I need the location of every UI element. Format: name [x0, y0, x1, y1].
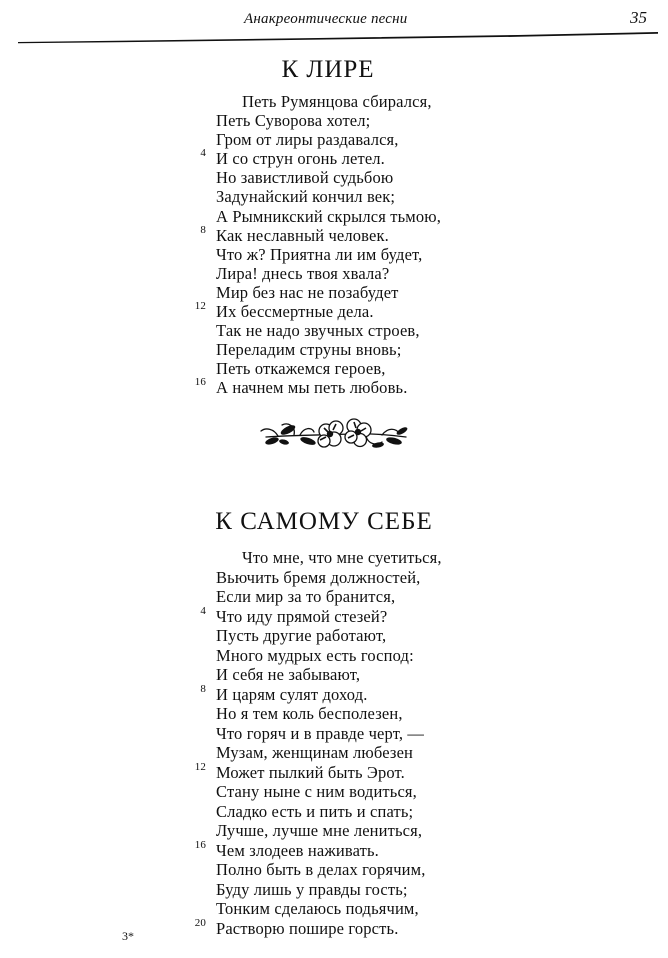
verse-text: Растворю пошире горсть.	[216, 918, 399, 938]
poem-title-k-samomu-sebe: К САМОМУ СЕБЕ	[215, 508, 433, 535]
verse-text: Стану ныне с ним водиться,	[216, 782, 417, 801]
verse-text: Их бессмертные дела.	[216, 302, 374, 322]
verse-text: Музам, женщинам любезен	[216, 743, 414, 762]
verse-text: Задунайский кончил век;	[216, 187, 396, 207]
verse-text: Что горяч и в правде черт, —	[216, 723, 425, 743]
verse-text: Гром от лиры раздавался,	[216, 130, 399, 150]
verse-text: Так не надо звучных строев,	[216, 321, 420, 341]
verse-text: Что ж? Приятна ли им будет,	[216, 244, 423, 264]
verse-text: И себя не забывают,	[216, 665, 361, 684]
signature-mark: 3*	[122, 929, 134, 943]
verse-text: Мир без нас не позабудет	[216, 282, 399, 302]
poem-title-k-lire: К ЛИРЕ	[281, 56, 375, 83]
line-number: 8	[200, 223, 206, 236]
page-number: 35	[630, 8, 647, 27]
line-number: 16	[194, 838, 206, 851]
verse-text: Лира! днесь твоя хвала?	[216, 263, 390, 283]
verse-text: Петь Румянцова сбирался,	[242, 92, 432, 111]
line-number: 12	[194, 300, 206, 313]
verse-text: Что мне, что мне суетиться,	[242, 548, 442, 567]
verse-text: А Рымникский скрылся тьмою,	[216, 206, 442, 226]
verse-text: Если мир за то бранится,	[216, 587, 396, 606]
verse-text: Петь Суворова хотел;	[216, 111, 371, 131]
verse-text: И царям сулят доход.	[216, 684, 368, 704]
verse-text: Буду лишь у правды гость;	[216, 879, 408, 899]
floral-vignette-icon	[254, 410, 414, 454]
line-number: 4	[200, 147, 206, 160]
verse-text: Как неславный человек.	[216, 225, 389, 245]
verse-text: Много мудрых есть господ:	[216, 645, 414, 665]
verse-text: Вьючить бремя должностей,	[216, 567, 421, 587]
verse-text: Что иду прямой стезей?	[216, 606, 388, 626]
verse-text: Пусть другие работают,	[216, 626, 387, 645]
verse-text: Переладим струны вновь;	[216, 340, 402, 360]
line-number: 16	[194, 376, 206, 389]
verse-text: Полно быть в делах горячим,	[216, 860, 426, 879]
verse-text: Тонким сделаюсь подьячим,	[216, 899, 419, 918]
line-number: 8	[200, 682, 206, 695]
verse-text: А начнем мы петь любовь.	[216, 378, 408, 398]
running-title: Анакреонтические песни	[244, 11, 408, 27]
verse-text: И со струн огонь летел.	[216, 149, 385, 169]
line-number: 4	[200, 604, 206, 617]
verse-text: Петь откажемся героев,	[216, 359, 386, 379]
header-rule	[18, 28, 658, 46]
line-number: 12	[194, 760, 206, 773]
verse-text: Лучше, лучше мне лениться,	[216, 821, 423, 840]
verse-text: Но я тем коль бесполезен,	[216, 704, 403, 723]
verse-text: Но завистливой судьбою	[216, 168, 394, 188]
verse-text: Может пылкий быть Эрот.	[216, 762, 405, 782]
verse-text: Чем злодеев наживать.	[216, 840, 379, 860]
line-number: 20	[194, 916, 206, 929]
verse-text: Сладко есть и пить и спать;	[216, 801, 414, 821]
